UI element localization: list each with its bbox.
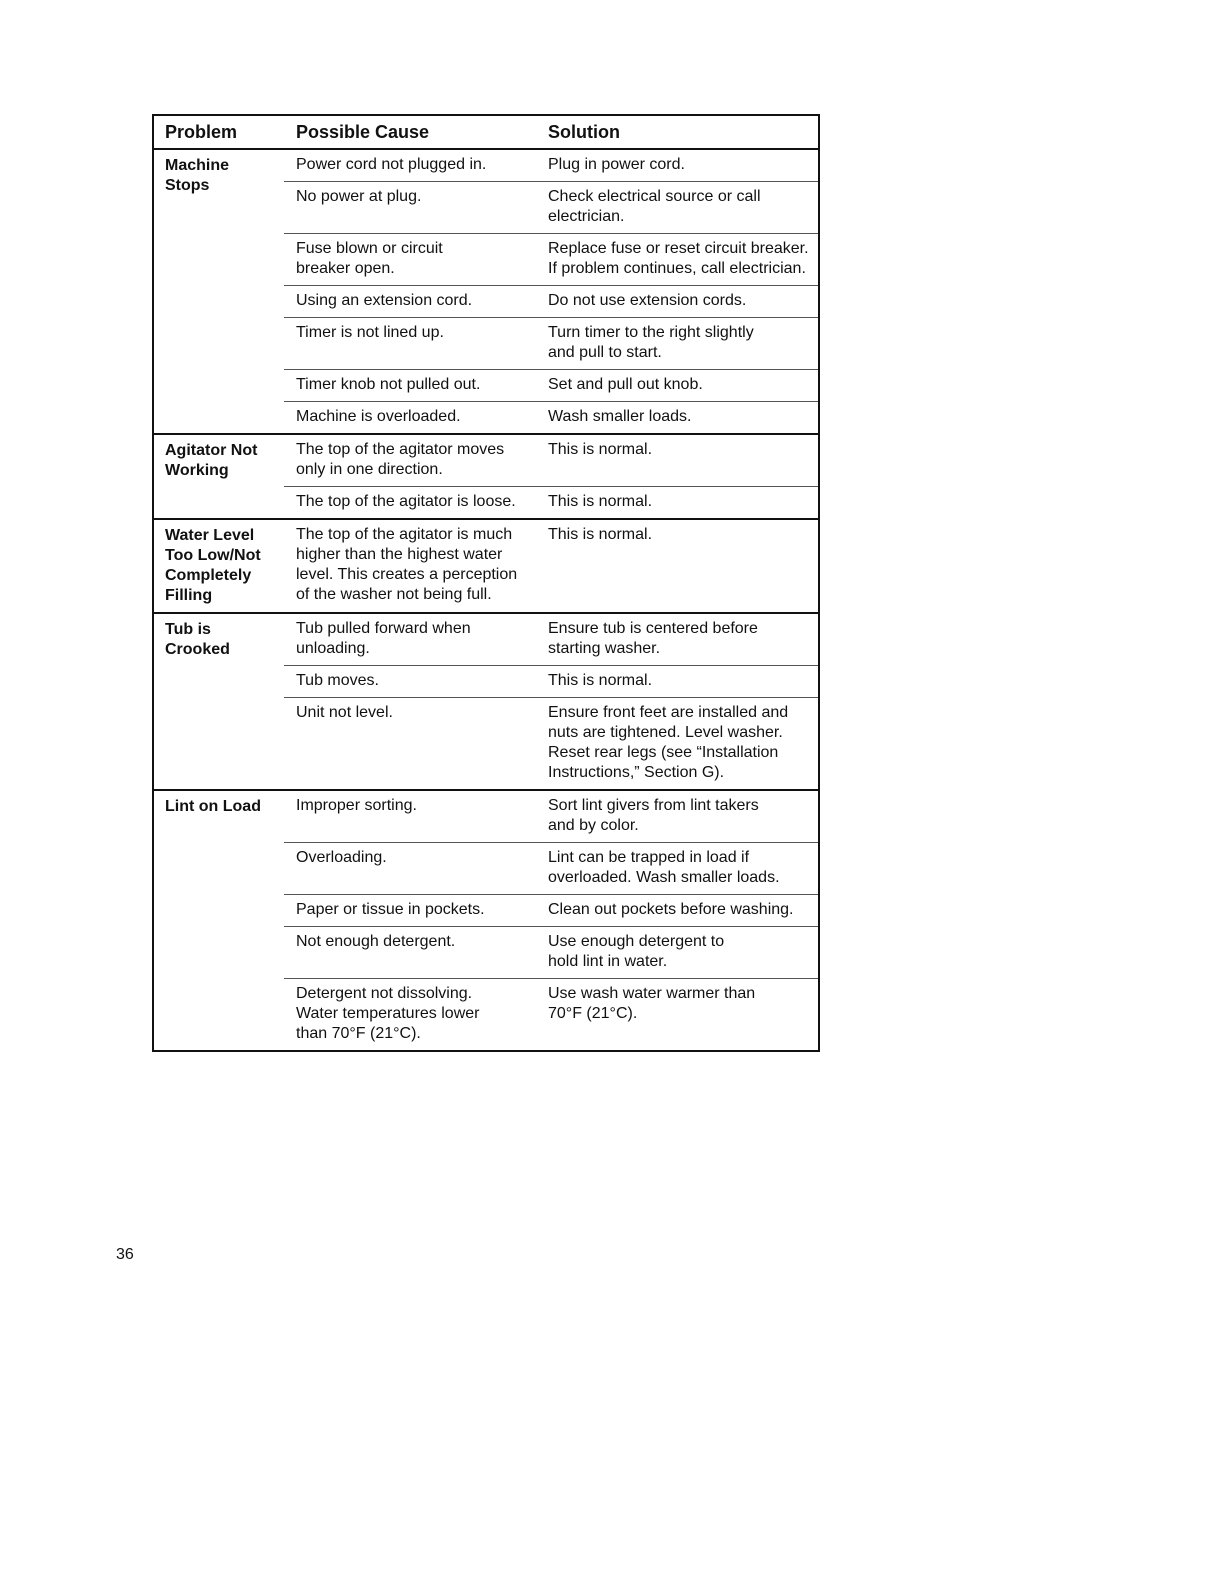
cause-text: of the washer not being full. xyxy=(296,586,492,603)
cause-cell xyxy=(284,895,536,927)
cause-text: breaker open. xyxy=(296,260,395,277)
troubleshooting-table xyxy=(152,114,820,1052)
cause-text: Water temperatures lower xyxy=(296,1005,480,1022)
cause-text: Timer knob not pulled out. xyxy=(296,376,481,393)
problem-text: Machine xyxy=(165,157,230,174)
solution-cell xyxy=(536,182,819,234)
table-body xyxy=(153,149,819,1051)
solution-cell xyxy=(536,234,819,286)
solution-text: Use enough detergent to xyxy=(548,933,725,950)
solution-text: nuts are tightened. Level washer. xyxy=(548,724,783,741)
header-problem: Problem xyxy=(153,115,284,149)
cause-cell xyxy=(284,434,536,487)
cause-text: Tub pulled forward when xyxy=(296,620,471,637)
table-header xyxy=(153,115,819,149)
problem-text: Tub is xyxy=(165,621,211,638)
cause-cell xyxy=(284,790,536,843)
cause-text: Detergent not dissolving. xyxy=(296,985,473,1002)
cause-text: Not enough detergent. xyxy=(296,933,456,950)
cause-text: Overloading. xyxy=(296,849,387,866)
problem-cell xyxy=(153,149,284,434)
solution-text: Lint can be trapped in load if xyxy=(548,849,750,866)
page-number: 36 xyxy=(116,1246,134,1263)
cause-text: No power at plug. xyxy=(296,188,422,205)
solution-cell xyxy=(536,402,819,435)
solution-text: Ensure front feet are installed and xyxy=(548,704,789,721)
cause-cell xyxy=(284,979,536,1052)
cause-text: Timer is not lined up. xyxy=(296,324,444,341)
cause-cell xyxy=(284,286,536,318)
solution-text: 70°F (21°C). xyxy=(548,1005,638,1022)
table-row xyxy=(153,519,819,613)
solution-text: Reset rear legs (see “Installation xyxy=(548,744,779,761)
table-row xyxy=(153,790,819,843)
solution-cell xyxy=(536,843,819,895)
solution-cell xyxy=(536,318,819,370)
cause-cell xyxy=(284,370,536,402)
solution-text: Do not use extension cords. xyxy=(548,292,747,309)
cause-cell xyxy=(284,927,536,979)
solution-text: This is normal. xyxy=(548,526,653,543)
solution-cell xyxy=(536,979,819,1052)
problem-text: Filling xyxy=(165,587,213,604)
solution-text: Ensure tub is centered before xyxy=(548,620,758,637)
solution-text: Use wash water warmer than xyxy=(548,985,756,1002)
cause-cell xyxy=(284,402,536,435)
cause-text: Power cord not plugged in. xyxy=(296,156,487,173)
header-solution: Solution xyxy=(536,115,819,149)
cause-text: Using an extension cord. xyxy=(296,292,473,309)
solution-text: Instructions,” Section G). xyxy=(548,764,725,781)
solution-text: Check electrical source or call xyxy=(548,188,761,205)
solution-cell xyxy=(536,895,819,927)
solution-text: starting washer. xyxy=(548,640,661,657)
cause-text: The top of the agitator is much xyxy=(296,526,513,543)
cause-cell xyxy=(284,234,536,286)
cause-text: than 70°F (21°C). xyxy=(296,1025,421,1042)
solution-cell xyxy=(536,487,819,520)
problem-text: Stops xyxy=(165,177,210,194)
solution-text: electrician. xyxy=(548,208,625,225)
solution-cell xyxy=(536,519,819,613)
cause-text: Tub moves. xyxy=(296,672,379,689)
cause-text: Machine is overloaded. xyxy=(296,408,461,425)
solution-cell xyxy=(536,927,819,979)
header-possible-cause: Possible Cause xyxy=(284,115,536,149)
cause-text: Unit not level. xyxy=(296,704,393,721)
solution-text: Wash smaller loads. xyxy=(548,408,692,425)
solution-text: overloaded. Wash smaller loads. xyxy=(548,869,780,886)
problem-text: Agitator Not xyxy=(165,442,258,459)
cause-text: The top of the agitator moves xyxy=(296,441,505,458)
header-row xyxy=(153,115,819,149)
solution-cell xyxy=(536,613,819,666)
solution-text: This is normal. xyxy=(548,441,653,458)
cause-cell xyxy=(284,182,536,234)
cause-text: The top of the agitator is loose. xyxy=(296,493,516,510)
problem-text: Completely xyxy=(165,567,252,584)
solution-text: This is normal. xyxy=(548,493,653,510)
table-row xyxy=(153,149,819,182)
solution-text: and by color. xyxy=(548,817,639,834)
solution-text: Plug in power cord. xyxy=(548,156,685,173)
solution-text: hold lint in water. xyxy=(548,953,668,970)
problem-cell xyxy=(153,519,284,613)
cause-cell xyxy=(284,843,536,895)
cause-text: Improper sorting. xyxy=(296,797,417,814)
solution-cell xyxy=(536,149,819,182)
solution-cell xyxy=(536,370,819,402)
cause-cell xyxy=(284,149,536,182)
cause-text: Fuse blown or circuit xyxy=(296,240,443,257)
solution-text: Clean out pockets before washing. xyxy=(548,901,794,918)
cause-text: level. This creates a perception xyxy=(296,566,518,583)
solution-text: Replace fuse or reset circuit breaker. xyxy=(548,240,809,257)
cause-cell xyxy=(284,666,536,698)
cause-text: higher than the highest water xyxy=(296,546,503,563)
cause-cell xyxy=(284,519,536,613)
problem-text: Lint on Load xyxy=(165,798,261,815)
solution-text: Turn timer to the right slightly xyxy=(548,324,754,341)
solution-cell xyxy=(536,286,819,318)
solution-cell xyxy=(536,698,819,791)
cause-cell xyxy=(284,613,536,666)
cause-cell xyxy=(284,487,536,520)
solution-text: This is normal. xyxy=(548,672,653,689)
solution-cell xyxy=(536,666,819,698)
problem-cell xyxy=(153,434,284,519)
solution-text: Set and pull out knob. xyxy=(548,376,703,393)
cause-cell xyxy=(284,318,536,370)
table-row xyxy=(153,434,819,487)
cause-text: Paper or tissue in pockets. xyxy=(296,901,485,918)
problem-cell xyxy=(153,790,284,1051)
solution-cell xyxy=(536,790,819,843)
cause-cell xyxy=(284,698,536,791)
cause-text: unloading. xyxy=(296,640,370,657)
solution-text: If problem continues, call electrician. xyxy=(548,260,806,277)
table-row xyxy=(153,613,819,666)
solution-text: Sort lint givers from lint takers xyxy=(548,797,759,814)
problem-text: Too Low/Not xyxy=(165,547,261,564)
problem-text: Working xyxy=(165,462,229,479)
problem-cell xyxy=(153,613,284,790)
solution-cell xyxy=(536,434,819,487)
cause-text: only in one direction. xyxy=(296,461,443,478)
solution-text: and pull to start. xyxy=(548,344,662,361)
problem-text: Crooked xyxy=(165,641,230,658)
problem-text: Water Level xyxy=(165,527,255,544)
